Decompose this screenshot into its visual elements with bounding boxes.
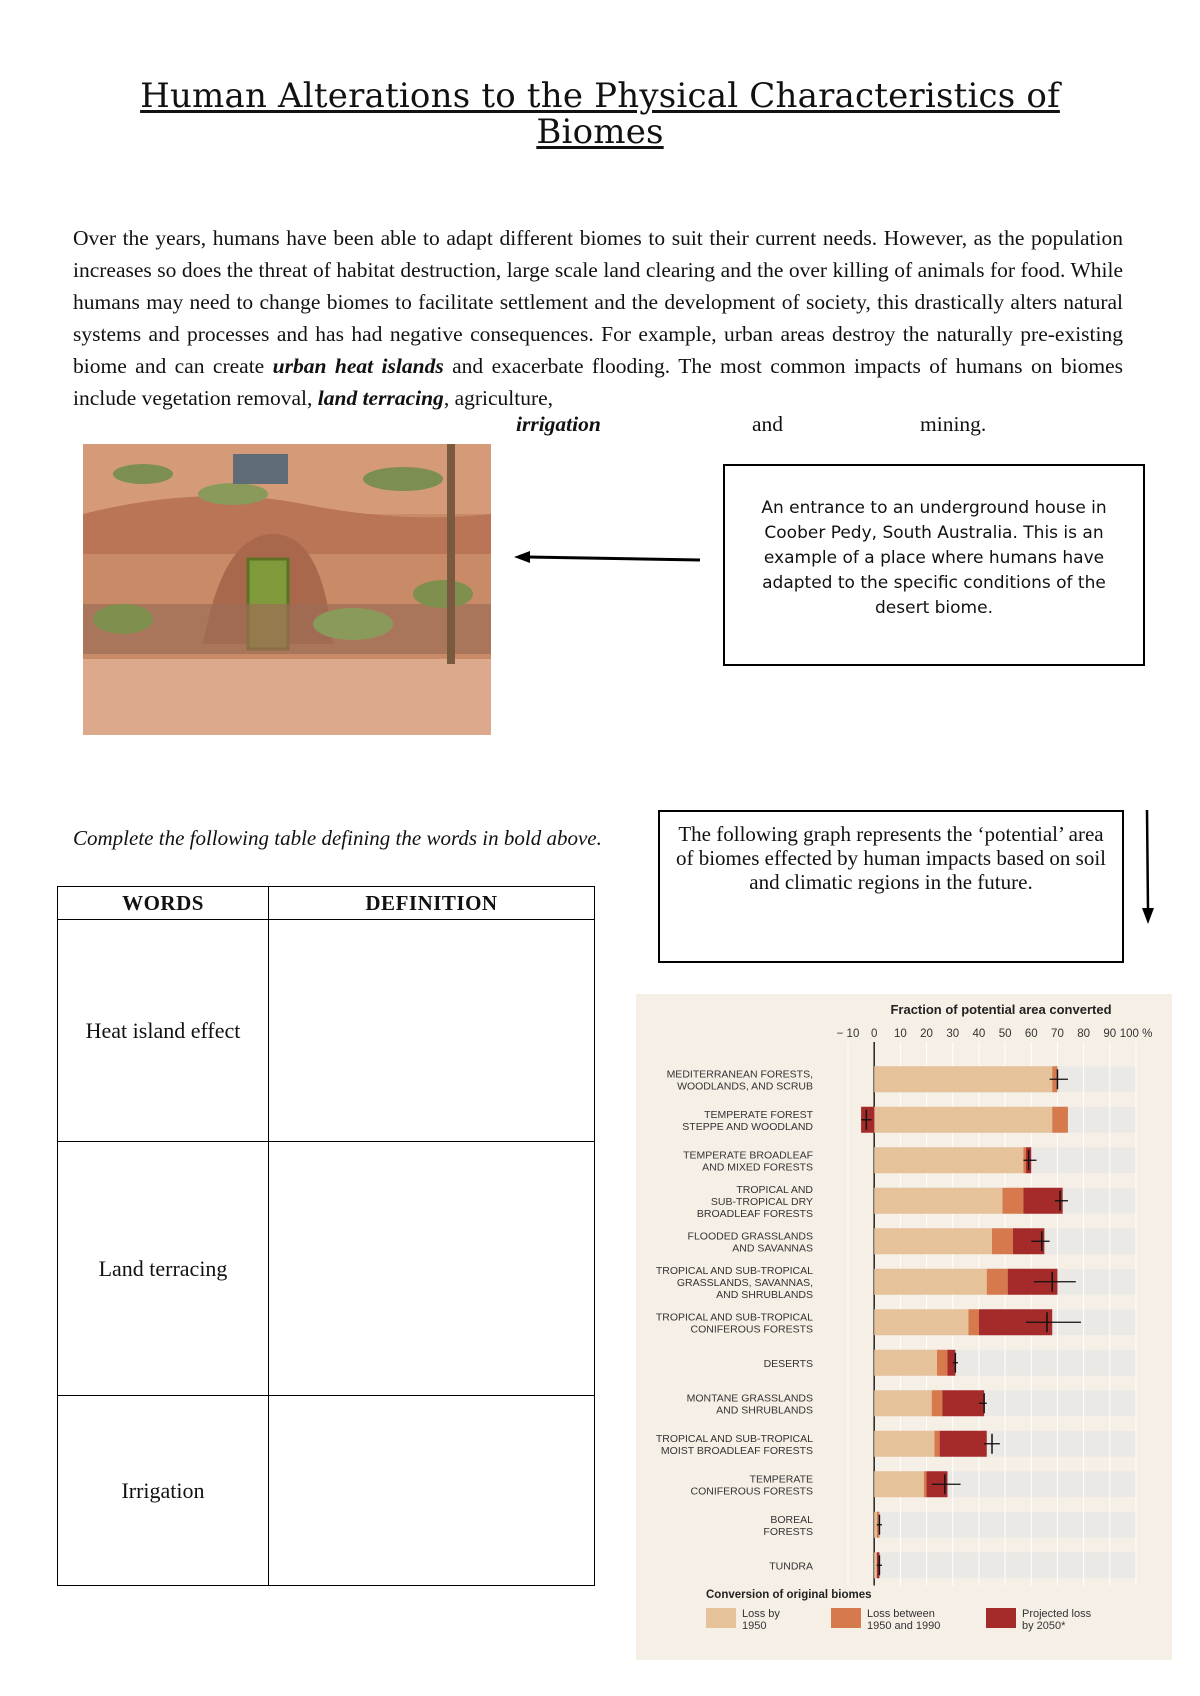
bar-segment — [937, 1350, 947, 1376]
tick-label: 60 — [1024, 1028, 1038, 1040]
bar-segment — [874, 1552, 877, 1578]
down-arrow-icon — [1138, 810, 1158, 930]
category-label: FLOODED GRASSLANDS — [687, 1230, 813, 1243]
bar-segment — [924, 1471, 927, 1497]
term-land-terracing: land terracing — [317, 386, 444, 410]
legend-label: Projected loss — [1022, 1608, 1092, 1620]
category-label: AND SHRUBLANDS — [716, 1404, 813, 1417]
bar-segment — [874, 1390, 932, 1416]
legend-title: Conversion of original biomes — [706, 1589, 872, 1601]
term-cell: Heat island effect — [58, 920, 269, 1142]
tick-label: 20 — [920, 1028, 933, 1040]
page-title: Human Alterations to the Physical Characteristics of Biomes — [140, 76, 1060, 152]
bar-segment — [874, 1471, 924, 1497]
category-label: CONIFEROUS FORESTS — [690, 1485, 813, 1498]
bar-segment — [874, 1147, 1023, 1173]
tick-label: 50 — [998, 1028, 1012, 1040]
intro-paragraph: Over the years, humans have been able to adapt different biomes to suit their current needs. However, as the population increases so does the threat of habitat destruction, large scale land clearing and the over killing of animals for food. While humans may need to change biomes to facilitate settlement and the development of society, this drastically alters natural systems and processes and has had negative consequences. For example, urban areas destroy the naturally pre-existing biome and can create urban heat islands and exacerbate flooding. The most common impacts of humans on biomes include vegetation removal, land terracing, agriculture, — [73, 226, 1123, 410]
bar-segment — [874, 1188, 1002, 1214]
graph-note: The following graph represents the ‘potential’ area of biomes effected by human impacts based on soil and climatic regions in the future. — [675, 822, 1106, 894]
table-row — [58, 1396, 595, 1586]
graph-note-box — [658, 810, 1124, 963]
legend-label: Loss by — [742, 1608, 780, 1620]
legend-label: 1950 — [742, 1620, 767, 1632]
bar-segment — [1052, 1107, 1068, 1133]
table-row — [58, 1142, 595, 1396]
category-label: AND SHRUBLANDS — [716, 1288, 813, 1301]
bar-segment — [874, 1350, 937, 1376]
category-label: TEMPERATE BROADLEAF — [683, 1149, 813, 1162]
tick-label: 80 — [1077, 1028, 1091, 1040]
category-label: TROPICAL AND — [736, 1183, 813, 1196]
category-label: TEMPERATE — [749, 1473, 813, 1486]
tick-label: 90 — [1103, 1028, 1117, 1040]
left-arrow-icon — [512, 548, 702, 568]
bar-segment — [874, 1512, 877, 1538]
category-label: TROPICAL AND SUB-TROPICAL — [655, 1311, 813, 1324]
wooden-pole — [447, 444, 455, 664]
tick-label: 40 — [972, 1028, 986, 1040]
bar-segment — [874, 1269, 987, 1295]
solar-panel — [233, 454, 288, 484]
table-row — [58, 920, 595, 1142]
legend-swatch — [706, 1608, 736, 1628]
coober-pedy-photo — [83, 444, 491, 735]
bar-segment — [874, 1066, 1052, 1092]
bar-segment — [874, 1107, 1052, 1133]
tick-label: 70 — [1051, 1028, 1064, 1040]
category-label: TEMPERATE FOREST — [704, 1108, 813, 1121]
category-label: DESERTS — [763, 1357, 813, 1370]
term-cell: Irrigation — [58, 1396, 269, 1586]
definition-cell[interactable] — [269, 920, 595, 1142]
table-header-row — [58, 887, 595, 920]
category-label: AND SAVANNAS — [732, 1242, 813, 1255]
term-urban-heat-islands: urban heat islands — [272, 354, 444, 378]
intro-mining-word: mining. — [920, 412, 987, 436]
bar-segment — [934, 1431, 939, 1457]
tick-label: 100 % — [1119, 1028, 1153, 1040]
bar-segment — [874, 1431, 934, 1457]
category-label: MOIST BROADLEAF FORESTS — [660, 1444, 813, 1457]
bar-segment — [932, 1390, 942, 1416]
legend-label: by 2050* — [1022, 1620, 1066, 1632]
bar-segment — [968, 1309, 978, 1335]
category-label: CONIFEROUS FORESTS — [690, 1323, 813, 1336]
category-label: MONTANE GRASSLANDS — [686, 1392, 813, 1405]
term-irrigation: irrigation — [516, 412, 601, 436]
bar-segment — [987, 1269, 1008, 1295]
category-label: MEDITERRANEAN FORESTS, — [666, 1068, 813, 1081]
table-instruction: Complete the following table defining the words in bold above. — [73, 826, 602, 850]
legend-label: 1950 and 1990 — [867, 1620, 941, 1632]
tick-label: 10 — [893, 1028, 907, 1040]
definition-cell[interactable] — [269, 1142, 595, 1396]
bar-segment — [1002, 1188, 1023, 1214]
category-label: TROPICAL AND SUB-TROPICAL — [655, 1264, 813, 1277]
category-label: TROPICAL AND SUB-TROPICAL — [655, 1432, 813, 1445]
category-label: GRASSLANDS, SAVANNAS, — [676, 1276, 813, 1289]
legend-swatch — [986, 1608, 1016, 1628]
header-definition: DEFINITION — [269, 887, 595, 920]
header-words: WORDS — [58, 887, 269, 920]
term-cell: Land terracing — [58, 1142, 269, 1396]
category-label: SUB-TROPICAL DRY — [710, 1195, 813, 1208]
tick-label: 0 — [870, 1028, 878, 1040]
chart-title: Fraction of potential area converted — [890, 1002, 1112, 1017]
category-label: BROADLEAF FORESTS — [696, 1207, 813, 1220]
photo-caption-box — [723, 464, 1145, 666]
photo-caption: An entrance to an underground house in Coober Pedy, South Australia. This is an example of a place where humans have adapted to the specific conditions of the desert biome. — [761, 498, 1107, 618]
category-label: STEPPE AND WOODLAND — [682, 1120, 813, 1133]
category-label: FORESTS — [763, 1525, 813, 1538]
intro-and-word: and — [752, 412, 784, 436]
definitions-table — [57, 886, 595, 1586]
category-label: AND MIXED FORESTS — [702, 1161, 813, 1174]
definition-cell[interactable] — [269, 1396, 595, 1586]
category-label: TUNDRA — [769, 1560, 813, 1573]
bar-segment — [874, 1228, 992, 1254]
biome-conversion-chart — [636, 994, 1172, 1660]
bar-segment — [992, 1228, 1013, 1254]
bar-segment — [874, 1309, 968, 1335]
bar-segment — [942, 1390, 984, 1416]
tick-label: − 10 — [836, 1028, 860, 1040]
tick-label: 30 — [946, 1028, 960, 1040]
legend-label: Loss between — [867, 1608, 935, 1620]
category-label: BOREAL — [770, 1513, 813, 1526]
category-label: WOODLANDS, AND SCRUB — [677, 1080, 813, 1093]
bar-segment — [940, 1431, 987, 1457]
legend-swatch — [831, 1608, 861, 1628]
